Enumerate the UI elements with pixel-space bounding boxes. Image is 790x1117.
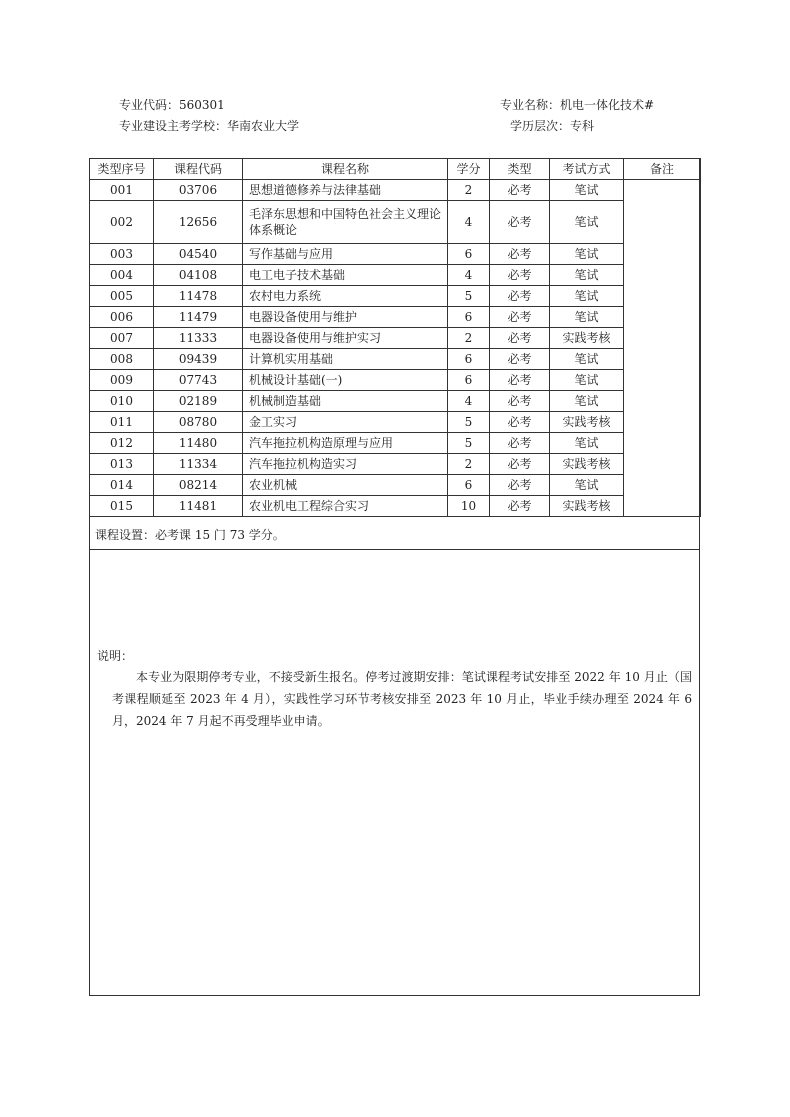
cell-credit: 6: [448, 244, 490, 265]
cell-code: 11334: [154, 454, 243, 475]
cell-credit: 5: [448, 433, 490, 454]
cell-credit: 2: [448, 328, 490, 349]
table-row: [90, 475, 701, 496]
cell-code: 02189: [154, 391, 243, 412]
notes-body: 本专业为限期停考专业，不接受新生报名。停考过渡期安排：笔试课程考试安排至 2022 年 10 月止（国考课程顺延至 2023 年 4 月），实践性学习环节考核安排至 2023 年 10 月止，毕业手续办理至 2024 年 6 月，2024 年 7 月起不再受理毕业申请。: [112, 670, 692, 728]
table-row: [90, 370, 701, 391]
cell-type: 必考: [490, 391, 550, 412]
cell-exam: 笔试: [550, 307, 624, 328]
cell-name: 电器设备使用与维护实习: [243, 328, 448, 349]
cell-code: 11479: [154, 307, 243, 328]
column-header-type: 类型: [490, 159, 550, 180]
cell-seq: 004: [90, 265, 154, 286]
cell-name: 机械设计基础(一): [243, 370, 448, 391]
cell-exam: 笔试: [550, 201, 624, 244]
cell-exam: 笔试: [550, 265, 624, 286]
cell-code: 07743: [154, 370, 243, 391]
cell-code: 11480: [154, 433, 243, 454]
cell-seq: 002: [90, 201, 154, 244]
cell-credit: 6: [448, 370, 490, 391]
cell-type: 必考: [490, 412, 550, 433]
cell-code: 12656: [154, 201, 243, 244]
notes-label: 说明：: [97, 649, 134, 663]
cell-exam: 实践考核: [550, 496, 624, 517]
cell-name: 思想道德修养与法律基础: [243, 180, 448, 201]
cell-credit: 6: [448, 307, 490, 328]
cell-name: 电工电子技术基础: [243, 265, 448, 286]
table-row: [90, 349, 701, 370]
cell-name: 金工实习: [243, 412, 448, 433]
cell-name: 农业机械: [243, 475, 448, 496]
cell-name: 计算机实用基础: [243, 349, 448, 370]
table-row: [90, 286, 701, 307]
cell-remark: [624, 180, 701, 517]
cell-seq: 015: [90, 496, 154, 517]
cell-code: 08214: [154, 475, 243, 496]
cell-type: 必考: [490, 265, 550, 286]
column-header-credit: 学分: [448, 159, 490, 180]
table-row: [90, 433, 701, 454]
cell-seq: 001: [90, 180, 154, 201]
cell-seq: 013: [90, 454, 154, 475]
cell-credit: 10: [448, 496, 490, 517]
column-header-seq: 类型序号: [90, 159, 154, 180]
cell-seq: 009: [90, 370, 154, 391]
cell-exam: 笔试: [550, 286, 624, 307]
column-header-code: 课程代码: [154, 159, 243, 180]
column-header-name: 课程名称: [243, 159, 448, 180]
cell-seq: 014: [90, 475, 154, 496]
table-row: [90, 307, 701, 328]
cell-code: 11478: [154, 286, 243, 307]
cell-seq: 012: [90, 433, 154, 454]
cell-exam: 笔试: [550, 370, 624, 391]
cell-name: 农业机电工程综合实习: [243, 496, 448, 517]
cell-seq: 005: [90, 286, 154, 307]
cell-type: 必考: [490, 201, 550, 244]
table-row: [90, 201, 701, 244]
major-name: 专业名称：机电一体化技术#: [500, 98, 655, 112]
cell-code: 04540: [154, 244, 243, 265]
table-row: [90, 454, 701, 475]
cell-name: 农村电力系统: [243, 286, 448, 307]
cell-type: 必考: [490, 307, 550, 328]
cell-credit: 6: [448, 475, 490, 496]
table-row: [90, 180, 701, 201]
cell-exam: 笔试: [550, 433, 624, 454]
cell-name: 汽车拖拉机构造原理与应用: [243, 433, 448, 454]
course-table: [89, 158, 701, 517]
cell-seq: 011: [90, 412, 154, 433]
cell-credit: 5: [448, 286, 490, 307]
cell-code: 08780: [154, 412, 243, 433]
cell-type: 必考: [490, 370, 550, 391]
cell-name: 汽车拖拉机构造实习: [243, 454, 448, 475]
cell-code: 09439: [154, 349, 243, 370]
major-code: 专业代码：560301: [119, 98, 225, 112]
cell-seq: 003: [90, 244, 154, 265]
cell-exam: 笔试: [550, 244, 624, 265]
table-row: [90, 328, 701, 349]
column-header-remark: 备注: [624, 159, 701, 180]
examining-school: 专业建设主考学校：华南农业大学: [119, 119, 300, 133]
cell-credit: 5: [448, 412, 490, 433]
cell-seq: 007: [90, 328, 154, 349]
cell-type: 必考: [490, 496, 550, 517]
cell-code: 04108: [154, 265, 243, 286]
cell-code: 11333: [154, 328, 243, 349]
cell-seq: 010: [90, 391, 154, 412]
cell-name: 写作基础与应用: [243, 244, 448, 265]
cell-credit: 4: [448, 391, 490, 412]
cell-type: 必考: [490, 244, 550, 265]
cell-exam: 实践考核: [550, 412, 624, 433]
cell-code: 11481: [154, 496, 243, 517]
cell-credit: 4: [448, 201, 490, 244]
cell-type: 必考: [490, 180, 550, 201]
cell-exam: 实践考核: [550, 328, 624, 349]
cell-credit: 4: [448, 265, 490, 286]
cell-exam: 实践考核: [550, 454, 624, 475]
cell-name: 毛泽东思想和中国特色社会主义理论体系概论: [243, 201, 448, 244]
cell-name: 机械制造基础: [243, 391, 448, 412]
cell-type: 必考: [490, 433, 550, 454]
cell-type: 必考: [490, 454, 550, 475]
course-settings-summary: 课程设置：必考课 15 门 73 学分。: [89, 520, 700, 550]
table-row: [90, 265, 701, 286]
education-level: 学历层次：专科: [510, 119, 595, 133]
cell-exam: 笔试: [550, 391, 624, 412]
cell-name: 电器设备使用与维护: [243, 307, 448, 328]
cell-credit: 6: [448, 349, 490, 370]
cell-exam: 笔试: [550, 475, 624, 496]
cell-credit: 2: [448, 454, 490, 475]
cell-type: 必考: [490, 349, 550, 370]
table-row: [90, 391, 701, 412]
table-header-row: [90, 159, 701, 180]
table-row: [90, 496, 701, 517]
table-row: [90, 244, 701, 265]
cell-seq: 008: [90, 349, 154, 370]
cell-exam: 笔试: [550, 349, 624, 370]
cell-type: 必考: [490, 328, 550, 349]
cell-exam: 笔试: [550, 180, 624, 201]
table-row: [90, 412, 701, 433]
cell-type: 必考: [490, 286, 550, 307]
cell-code: 03706: [154, 180, 243, 201]
column-header-exam: 考试方式: [550, 159, 624, 180]
cell-seq: 006: [90, 307, 154, 328]
cell-credit: 2: [448, 180, 490, 201]
cell-type: 必考: [490, 475, 550, 496]
